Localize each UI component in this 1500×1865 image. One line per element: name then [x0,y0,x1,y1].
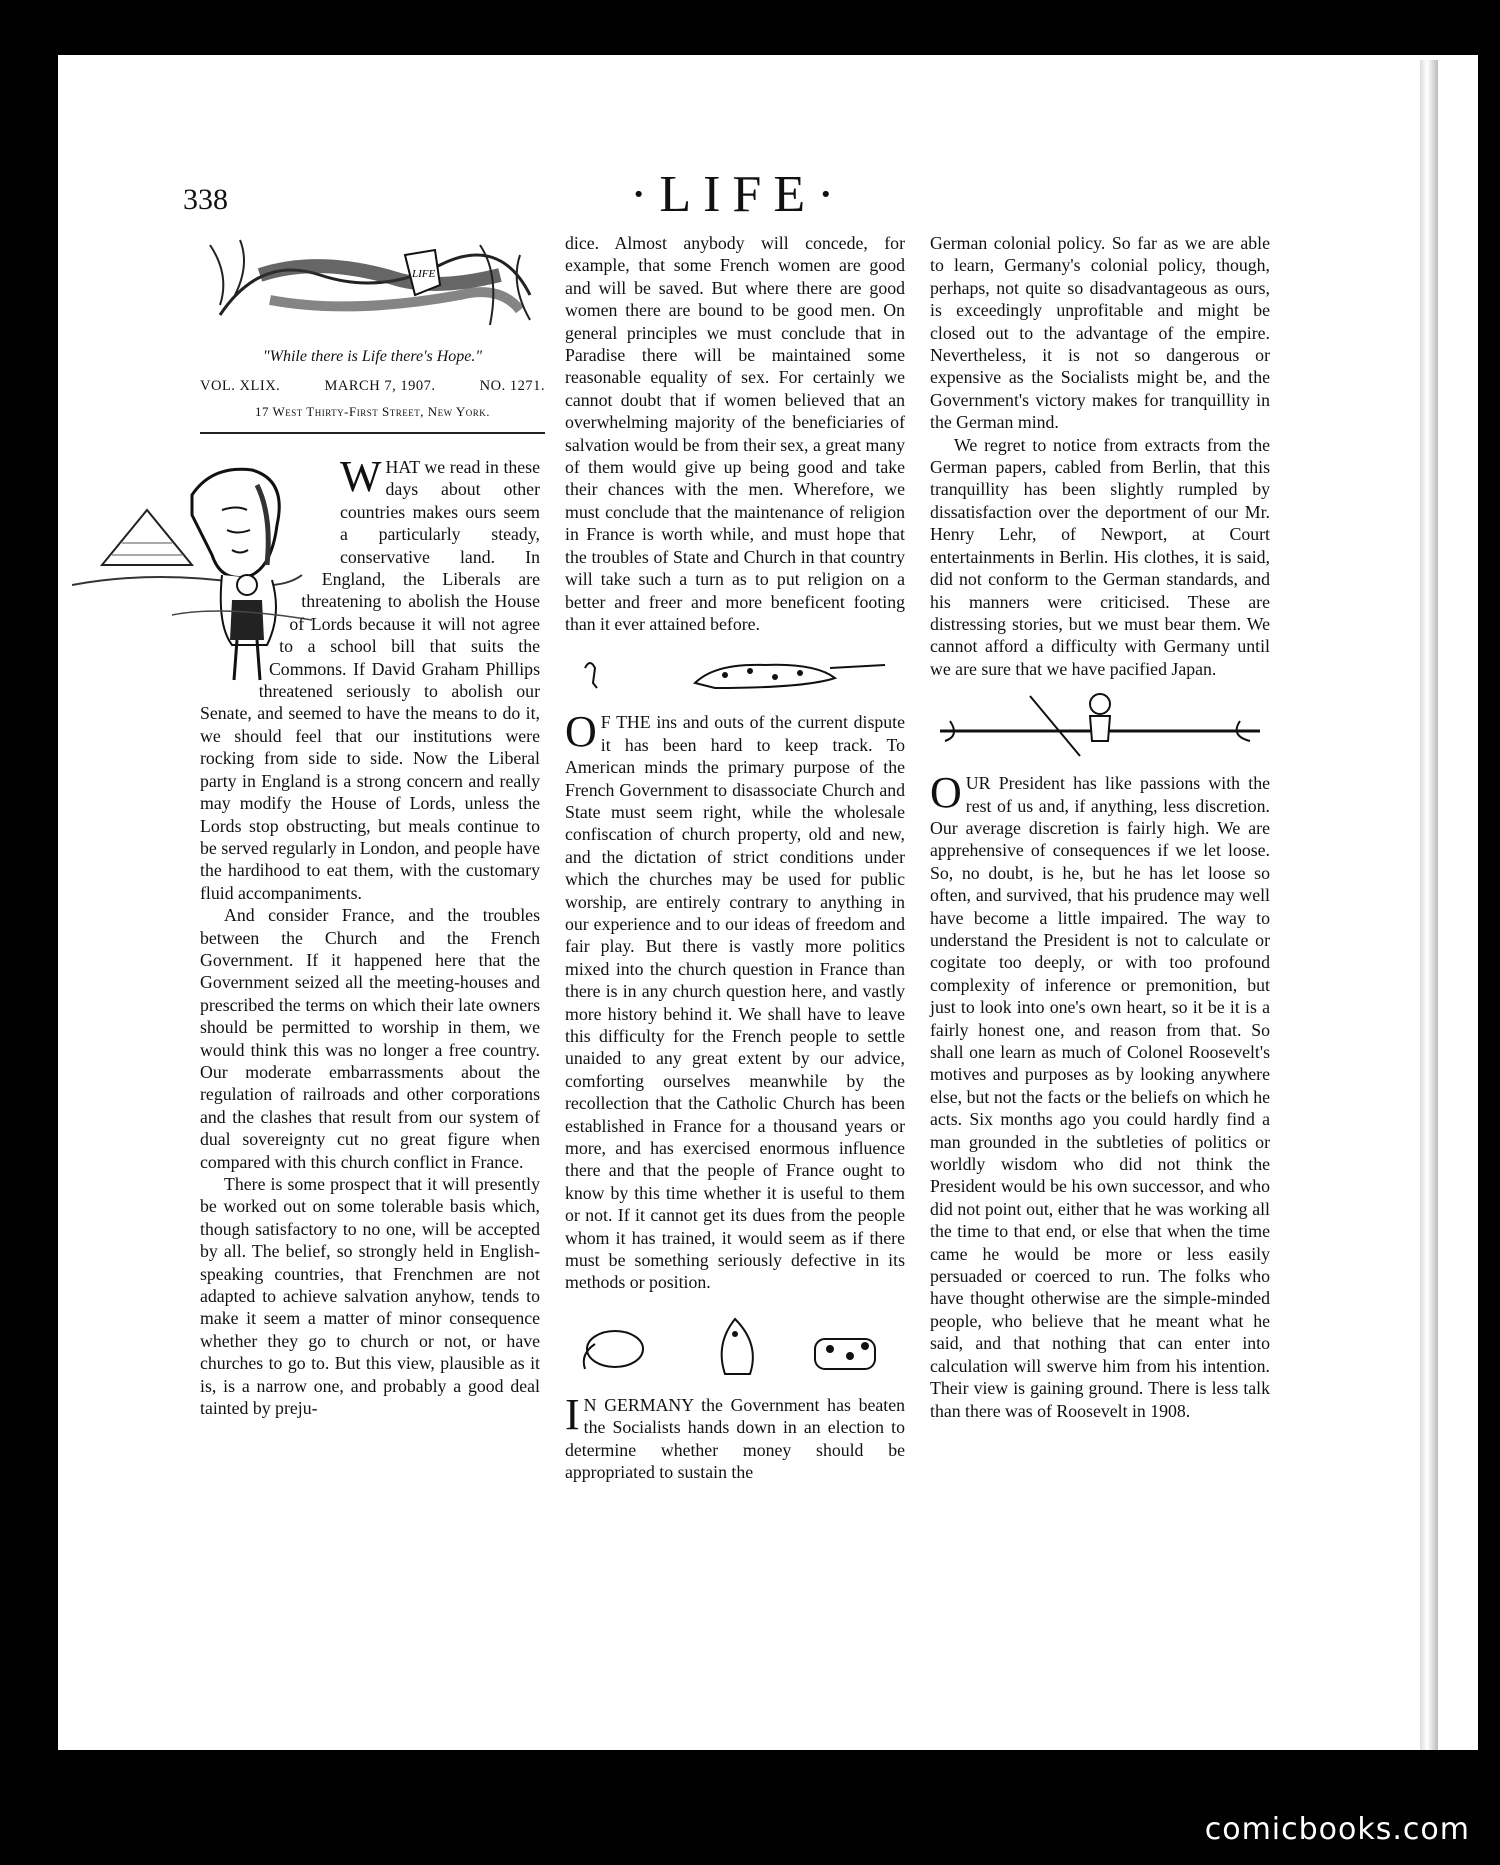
paragraph: OUR President has like passions with the rest of us and, if anything, less discretion. Our average discretion is fairly high. We are apprehensive of consequences if we let loose. So, no doubt, is he, but he has let loose so often, and survived, that his prudence may well have become a little impaired. The way to understand the President is not to calculate or cogitate too deeply, or with too profound complexity of inference or premonition, but just to look into one's own heart, so it be it is a fairly honest one, and reason from that. So shall one learn as much of Colonel Roosevelt's motives and purposes as by looking anywhere else, but not the facts or the beliefs on which he acts. Six months ago you could hardly find a man grounded in the subtleties of politics or worldly wisdom who did not think the President would be his own successor, and who did not point out, either that he was working all the time to that end, or else that when the time came he would be more or less easily persuaded or coerced to run. The folks who have thought otherwise are the simple-minded people, who believe that he meant what he said, and that nothing that can enter into calculation will swerve him from his intention. Their view is gaining ground. There is less talk than there was of Roosevelt in 1908. [930,768,1270,1421]
animals-illustration [565,1304,905,1384]
drop-cap: I [565,1389,580,1439]
issue-number: NO. 1271. [479,378,545,394]
leopard-illustration [565,643,905,703]
drop-cap: O [930,768,962,818]
header-rule [200,432,545,434]
masthead-title: ·LIFE· [630,166,847,223]
article-column-2 [565,232,905,1484]
paragraph: There is some prospect that it will presently be worked out on some tolerable basis which, though satisfactory to no one, will be accepted by all. The belief, so strongly held in English-speaking countries, that Frenchmen are not adapted to achieve salvation anyhow, tends to make it seem a matter of minor consequence whether they go to church or not, or have churches to go to. But this view, plausible as it is, is a narrow one, and probably a good deal tainted by preju- [200,1174,540,1419]
paragraph: And consider France, and the troubles between the Church and the French Government. If it happened here that the Government seized all the meeting-houses and prescribed the terms on which their late owners should be permitted to worship in them, we would think this was no longer a free country. Our moderate embarrassments about the regulation of railroads and other corporations and the clashes that result from our system of dual sovereignty cut no great figure when compared with this church conflict in France. [200,905,540,1172]
tightrope-illustration [930,686,1270,766]
article-column-3 [930,232,1270,1422]
page-edge [1420,60,1438,1750]
page-number: 338 [183,183,228,216]
paragraph: German colonial policy. So far as we are able to learn, Germany's colonial policy, though, perhaps, not quite so disadvantageous as ours, is exceedingly unprofitable and might be closed out to the advantage of the empire. Nevertheless, it is not so dangerous or expensive as the Socialists might be, and the Government's victory makes for tranquillity in the German mind. [930,233,1270,433]
svg-text:LIFE: LIFE [412,268,436,280]
motto: "While there is Life there's Hope." [262,348,483,365]
paragraph: We regret to notice from extracts from the German papers, cabled from Berlin, that this tranquillity has been slightly rumpled by dissatisfaction over the deportment of our Mr. Henry Lehr, of Newport, at Court entertainments in Berlin. His clothes, it is said, did not conform to the German standards, and his manners were criticised. These are distressing stories, but we must bear them. We cannot afford a difficulty with Germany until we are sure that we have pacified Japan. [930,434,1270,679]
issue-date: MARCH 7, 1907. [324,378,436,394]
drop-cap: W [340,452,382,501]
paragraph: WHAT we read in these days about other countries makes ours seem a particularly steady, conservative land. In England, the Liberals are threatening to abolish the House of Lords because it will not agree to a school bill that suits the Commons. If David Graham Phillips threatened seriously to abolish our Senate, and seemed to have the means to do it, we should feel that our institutions were rocking from side to side. Now the Liberal party in England is a strong concern and really may modify the House of Lords, unless the Lords stop obstructing, but meals continue to be served regularly in London, and people have the hardihood to eat them, with the customary fluid accompaniments. [200,452,540,903]
publisher-address: 17 West Thirty-First Street, New York. [254,404,491,419]
header-illustration [200,235,545,335]
volume: VOL. XLIX. [200,378,281,394]
drop-cap: O [565,707,597,757]
paragraph: dice. Almost anybody will concede, for example, that some French women are good and will be saved. But where there are good women there are bound to be good men. On general principles we must conclude that in Paradise there will be maintained some reasonable equality of sex. For certainly we cannot doubt that if women believed that an overwhelming majority of the beneficiaries of salvation would be from their sex, a great many of them would give up being good and take their chances with the men. Wherefore, we must conclude that the maintenance of religion in France is worth while, and must hope that the troubles of State and Church in that country will take such a turn as to put religion on a better and freer and more beneficent footing than it ever attained before. [565,233,905,634]
article-column-1 [200,452,540,1419]
paragraph: I N GERMANY the Government has beaten the Socialists hands down in an election to determine whether money should be appropriated to sustain the [565,1389,905,1483]
volume-line [200,378,545,395]
paragraph: O F THE ins and outs of the current dispute it has been hard to keep track. To American minds the primary purpose of the French Government to disassociate Church and State must seem right, while the wholesale confiscation of church property, old and new, and the dictation of strict conditions under which the churches may be used for public worship, are entirely contrary to anything in our experience and to our ideas of freedom and fair play. But there is vastly more politics mixed into the church question in France than there is in any church question here, and vastly more history behind it. We shall have to leave this difficulty for the French people to settle unaided to any great extent by our advice, comforting ourselves meanwhile by the recollection that the Catholic Church has been established in France for a thousand years or more, and has exercised enormous influence there and that the people of France ought to know by this time whether it is useful to them or not. If it cannot get its dues from the people whom it has trained, it would seem as if there must be something seriously defective in its methods or position. [565,707,905,1293]
watermark: comicbooks.com [1204,1812,1470,1847]
